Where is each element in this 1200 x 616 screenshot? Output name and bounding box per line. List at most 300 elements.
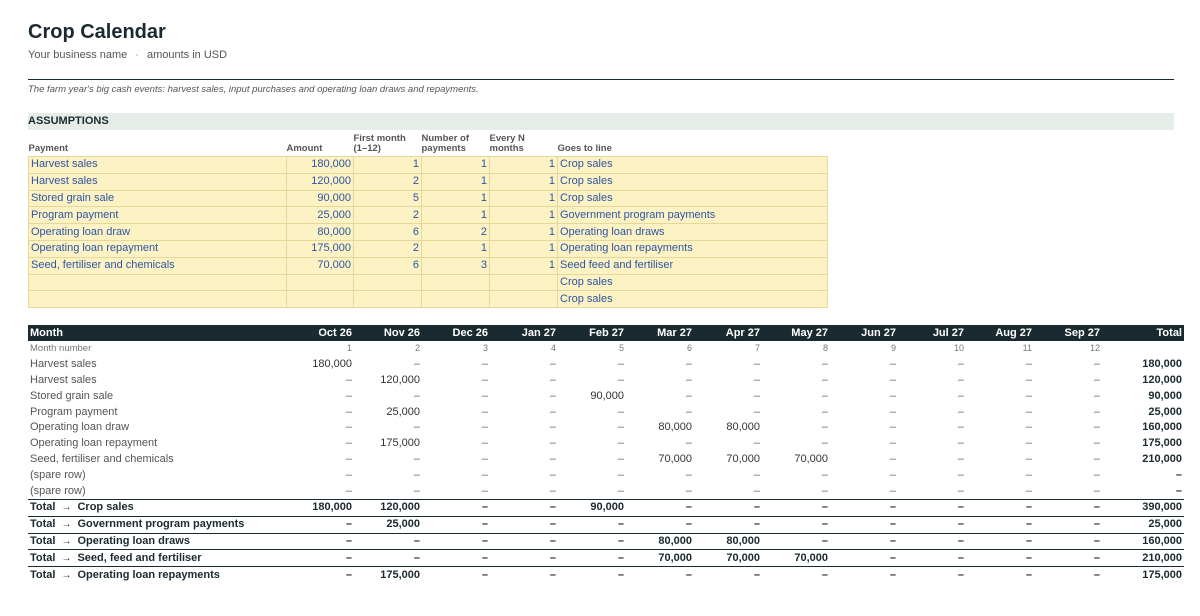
assump-first-month-cell[interactable]: 6 bbox=[354, 257, 422, 274]
calendar-cell: – bbox=[1093, 389, 1100, 402]
calendar-cell: – bbox=[481, 421, 488, 434]
assump-first-month-cell[interactable] bbox=[354, 291, 422, 308]
calendar-cell: – bbox=[413, 358, 420, 371]
assump-payment-cell[interactable]: Seed, fertiliser and chemicals bbox=[29, 257, 287, 274]
assump-count-cell[interactable]: 1 bbox=[422, 157, 490, 174]
total-line-cell: – bbox=[898, 567, 966, 583]
assump-first-month-cell[interactable]: 6 bbox=[354, 224, 422, 241]
calendar-cell: – bbox=[617, 358, 624, 371]
page-title: Crop Calendar bbox=[28, 21, 166, 43]
assump-every-cell[interactable]: 1 bbox=[490, 173, 558, 190]
total-line-name: Operating loan repayments bbox=[77, 568, 220, 581]
total-line-cell: – bbox=[830, 550, 898, 567]
total-prefix: Total bbox=[30, 518, 56, 531]
assump-payment-cell[interactable] bbox=[29, 274, 287, 291]
col-first-month bbox=[354, 134, 422, 157]
assump-every-cell[interactable] bbox=[490, 291, 558, 308]
total-line-total: 175,000 bbox=[1102, 567, 1184, 583]
calendar-cell: – bbox=[1025, 452, 1032, 465]
month-column-header: Sep 27 bbox=[1034, 325, 1102, 341]
calendar-cell: – bbox=[345, 389, 352, 402]
total-line-cell: – bbox=[762, 567, 830, 583]
calendar-cell: – bbox=[481, 484, 488, 497]
total-line-name: Seed, feed and fertiliser bbox=[77, 551, 202, 564]
assump-count-cell[interactable]: 1 bbox=[422, 190, 490, 207]
calendar-row-label: Harvest sales bbox=[30, 373, 97, 386]
total-line-cell: – bbox=[762, 516, 830, 533]
calendar-row-total: – bbox=[1175, 468, 1182, 481]
calendar-cell: – bbox=[549, 373, 556, 386]
calendar-cell: – bbox=[1093, 452, 1100, 465]
calendar-cell: – bbox=[753, 373, 760, 386]
total-line-cell: 90,000 bbox=[558, 499, 626, 516]
calendar-cell: – bbox=[753, 389, 760, 402]
total-line-label bbox=[28, 550, 286, 567]
assump-first-month-cell[interactable]: 2 bbox=[354, 240, 422, 257]
total-line-cell: 70,000 bbox=[762, 550, 830, 567]
calendar-cell: – bbox=[685, 468, 692, 481]
calendar-cell: – bbox=[957, 437, 964, 450]
total-line-cell: – bbox=[1034, 567, 1102, 583]
assump-count-cell[interactable] bbox=[422, 291, 490, 308]
total-line-total: 210,000 bbox=[1102, 550, 1184, 567]
calendar-cell: – bbox=[413, 452, 420, 465]
assump-count-cell[interactable] bbox=[422, 274, 490, 291]
total-line-cell: – bbox=[1034, 533, 1102, 550]
assumptions-table bbox=[28, 134, 828, 308]
calendar-cell: – bbox=[957, 421, 964, 434]
calendar-cell: – bbox=[481, 405, 488, 418]
calendar-cell: – bbox=[1093, 373, 1100, 386]
assump-amount-cell[interactable]: 25,000 bbox=[287, 207, 354, 224]
total-line-cell: – bbox=[966, 533, 1034, 550]
assump-amount-cell[interactable] bbox=[287, 291, 354, 308]
calendar-cell: – bbox=[481, 468, 488, 481]
total-line-cell: – bbox=[694, 567, 762, 583]
calendar-cell: – bbox=[481, 452, 488, 465]
assumption-row bbox=[29, 240, 828, 257]
month-number-cell: 6 bbox=[686, 343, 692, 354]
calendar-cell: – bbox=[1093, 484, 1100, 497]
total-line-row bbox=[28, 567, 1184, 583]
calendar-cell: – bbox=[549, 405, 556, 418]
calendar-row bbox=[28, 467, 1184, 483]
assump-count-cell[interactable]: 1 bbox=[422, 173, 490, 190]
total-line-cell: – bbox=[422, 499, 490, 516]
calendar-row-total: 180,000 bbox=[1142, 358, 1182, 371]
total-line-cell: – bbox=[626, 567, 694, 583]
calendar-cell: – bbox=[889, 468, 896, 481]
month-column-header: Jan 27 bbox=[490, 325, 558, 341]
calendar-row bbox=[28, 483, 1184, 499]
business-name[interactable]: Your business name bbox=[28, 49, 128, 61]
col-amount: Amount bbox=[286, 143, 323, 154]
page-description: The farm year's big cash events: harvest sales, input purchases and operating loan draws and repayments. bbox=[28, 84, 479, 95]
calendar-cell: – bbox=[889, 484, 896, 497]
assump-count-cell[interactable]: 2 bbox=[422, 224, 490, 241]
col-payment: Payment bbox=[28, 143, 69, 154]
calendar-row-total: 175,000 bbox=[1142, 437, 1182, 450]
assump-payment-cell[interactable]: Operating loan repayment bbox=[29, 240, 287, 257]
assump-line-cell[interactable]: Crop sales bbox=[558, 173, 828, 190]
total-line-cell: 180,000 bbox=[286, 499, 354, 516]
header-divider bbox=[28, 79, 1174, 80]
calendar-cell: – bbox=[481, 373, 488, 386]
calendar-table bbox=[28, 325, 1184, 583]
calendar-cell: 70,000 bbox=[794, 452, 828, 465]
assumptions-header-row bbox=[29, 134, 828, 157]
total-line-cell: – bbox=[694, 499, 762, 516]
calendar-cell: – bbox=[617, 421, 624, 434]
calendar-row-label: (spare row) bbox=[30, 468, 86, 481]
calendar-row-total: 210,000 bbox=[1142, 452, 1182, 465]
calendar-header-row bbox=[28, 325, 1184, 341]
col-num-payments-line1: Number of bbox=[421, 133, 469, 144]
calendar-cell: – bbox=[821, 468, 828, 481]
calendar-row bbox=[28, 388, 1184, 404]
total-line-cell: – bbox=[558, 533, 626, 550]
assumption-row bbox=[29, 257, 828, 274]
total-line-cell: 70,000 bbox=[694, 550, 762, 567]
total-line-row bbox=[28, 533, 1184, 550]
calendar-cell: – bbox=[413, 484, 420, 497]
calendar-cell: – bbox=[889, 373, 896, 386]
assump-line-cell[interactable]: Operating loan repayments bbox=[558, 240, 828, 257]
assump-payment-cell[interactable]: Harvest sales bbox=[29, 157, 287, 174]
total-prefix: Total bbox=[30, 534, 56, 547]
month-column-header: Nov 26 bbox=[354, 325, 422, 341]
assump-line-cell[interactable]: Crop sales bbox=[558, 190, 828, 207]
total-line-row bbox=[28, 550, 1184, 567]
calendar-cell: – bbox=[345, 484, 352, 497]
month-number-total-blank bbox=[1102, 341, 1184, 357]
total-line-cell: – bbox=[762, 499, 830, 516]
assumption-row bbox=[29, 224, 828, 241]
total-line-cell: – bbox=[898, 550, 966, 567]
calendar-cell: – bbox=[821, 405, 828, 418]
assump-every-cell[interactable]: 1 bbox=[490, 207, 558, 224]
assump-first-month-cell[interactable]: 5 bbox=[354, 190, 422, 207]
assump-line-cell[interactable]: Crop sales bbox=[558, 291, 828, 308]
total-line-cell: – bbox=[1034, 499, 1102, 516]
calendar-cell: – bbox=[889, 421, 896, 434]
total-prefix: Total bbox=[30, 501, 56, 514]
units-label: amounts in USD bbox=[146, 49, 228, 61]
total-line-cell: – bbox=[830, 516, 898, 533]
month-number-cell: 1 bbox=[346, 343, 352, 354]
total-line-cell: – bbox=[830, 499, 898, 516]
calendar-cell: – bbox=[1025, 358, 1032, 371]
calendar-cell: – bbox=[685, 373, 692, 386]
calendar-cell: – bbox=[549, 437, 556, 450]
calendar-cell: – bbox=[957, 405, 964, 418]
assump-count-cell[interactable]: 3 bbox=[422, 257, 490, 274]
calendar-cell: – bbox=[345, 468, 352, 481]
total-line-row bbox=[28, 499, 1184, 516]
calendar-cell: – bbox=[345, 421, 352, 434]
assump-payment-cell[interactable]: Stored grain sale bbox=[29, 190, 287, 207]
calendar-cell: – bbox=[957, 484, 964, 497]
total-line-cell: – bbox=[898, 499, 966, 516]
calendar-cell: – bbox=[1025, 468, 1032, 481]
assump-every-cell[interactable]: 1 bbox=[490, 240, 558, 257]
total-line-cell: – bbox=[1034, 550, 1102, 567]
total-line-label bbox=[28, 516, 286, 533]
calendar-cell: – bbox=[1025, 373, 1032, 386]
calendar-cell: – bbox=[821, 373, 828, 386]
calendar-row bbox=[28, 373, 1184, 389]
assump-every-cell[interactable]: 1 bbox=[490, 190, 558, 207]
calendar-cell: – bbox=[549, 421, 556, 434]
month-number-cell: 8 bbox=[822, 343, 828, 354]
total-line-cell: – bbox=[966, 550, 1034, 567]
total-line-cell: – bbox=[966, 567, 1034, 583]
col-first-month-line2: (1–12) bbox=[353, 143, 381, 154]
month-number-cell: 7 bbox=[754, 343, 760, 354]
calendar-row bbox=[28, 436, 1184, 452]
total-line-total: 390,000 bbox=[1102, 499, 1184, 516]
month-number-cell: 10 bbox=[953, 343, 964, 354]
calendar-row-label: Operating loan repayment bbox=[30, 437, 158, 450]
calendar-cell: – bbox=[481, 389, 488, 402]
calendar-cell: – bbox=[957, 468, 964, 481]
month-column-header: May 27 bbox=[762, 325, 830, 341]
assump-first-month-cell[interactable]: 2 bbox=[354, 207, 422, 224]
calendar-cell: – bbox=[753, 405, 760, 418]
total-line-row bbox=[28, 516, 1184, 533]
calendar-cell: – bbox=[821, 484, 828, 497]
month-number-row bbox=[28, 341, 1184, 357]
total-line-cell: – bbox=[898, 516, 966, 533]
assumption-row bbox=[29, 291, 828, 308]
calendar-cell: – bbox=[345, 373, 352, 386]
calendar-cell: 90,000 bbox=[590, 389, 624, 402]
calendar-cell: – bbox=[617, 373, 624, 386]
assump-line-cell[interactable]: Operating loan draws bbox=[558, 224, 828, 241]
calendar-row-label: Program payment bbox=[30, 405, 118, 418]
calendar-cell: – bbox=[413, 468, 420, 481]
total-line-cell: – bbox=[626, 516, 694, 533]
calendar-cell: – bbox=[345, 452, 352, 465]
assump-every-cell[interactable] bbox=[490, 274, 558, 291]
assump-every-cell[interactable]: 1 bbox=[490, 257, 558, 274]
calendar-cell: – bbox=[617, 405, 624, 418]
calendar-row-total: – bbox=[1175, 484, 1182, 497]
calendar-cell: – bbox=[753, 484, 760, 497]
calendar-cell: – bbox=[1093, 437, 1100, 450]
total-line-cell: 80,000 bbox=[626, 533, 694, 550]
total-line-cell: 175,000 bbox=[354, 567, 422, 583]
assump-amount-cell[interactable]: 80,000 bbox=[287, 224, 354, 241]
total-line-cell: – bbox=[966, 516, 1034, 533]
total-line-cell: 25,000 bbox=[354, 516, 422, 533]
calendar-cell: – bbox=[1025, 484, 1032, 497]
calendar-row-label: Operating loan draw bbox=[30, 421, 130, 434]
calendar-row-total: 90,000 bbox=[1148, 389, 1182, 402]
calendar-cell: – bbox=[413, 389, 420, 402]
assump-amount-cell[interactable]: 175,000 bbox=[287, 240, 354, 257]
assump-amount-cell[interactable] bbox=[287, 274, 354, 291]
total-line-name: Government program payments bbox=[77, 518, 245, 531]
calendar-row bbox=[28, 357, 1184, 373]
calendar-cell: – bbox=[481, 358, 488, 371]
month-column-header: Mar 27 bbox=[626, 325, 694, 341]
total-line-label bbox=[28, 533, 286, 550]
calendar-cell: – bbox=[957, 373, 964, 386]
calendar-cell: 70,000 bbox=[658, 452, 692, 465]
assump-count-cell[interactable]: 1 bbox=[422, 207, 490, 224]
arrow-icon: → bbox=[61, 552, 72, 564]
total-line-cell: – bbox=[694, 516, 762, 533]
assump-payment-cell[interactable]: Harvest sales bbox=[29, 173, 287, 190]
total-line-cell: – bbox=[898, 533, 966, 550]
calendar-row bbox=[28, 420, 1184, 436]
arrow-icon: → bbox=[61, 535, 72, 547]
total-line-cell: – bbox=[422, 550, 490, 567]
col-goes-to-line: Goes to line bbox=[557, 143, 612, 154]
total-line-cell: – bbox=[286, 533, 354, 550]
assump-count-cell[interactable]: 1 bbox=[422, 240, 490, 257]
col-every-n bbox=[490, 134, 558, 157]
assump-amount-cell[interactable]: 70,000 bbox=[287, 257, 354, 274]
calendar-row-label: (spare row) bbox=[30, 484, 86, 497]
calendar-cell: – bbox=[957, 358, 964, 371]
calendar-cell: – bbox=[1025, 405, 1032, 418]
assump-amount-cell[interactable]: 120,000 bbox=[287, 173, 354, 190]
calendar-row-total: 25,000 bbox=[1148, 405, 1182, 418]
calendar-cell: – bbox=[821, 389, 828, 402]
calendar-cell: – bbox=[889, 389, 896, 402]
calendar-cell: – bbox=[957, 452, 964, 465]
total-prefix: Total bbox=[30, 551, 56, 564]
assump-line-cell[interactable]: Government program payments bbox=[558, 207, 828, 224]
arrow-icon: → bbox=[61, 569, 72, 581]
month-number-cell: 5 bbox=[618, 343, 624, 354]
arrow-icon: → bbox=[61, 502, 72, 514]
total-line-cell: – bbox=[1034, 516, 1102, 533]
assumption-row bbox=[29, 274, 828, 291]
calendar-cell: 80,000 bbox=[726, 421, 760, 434]
calendar-cell: – bbox=[1025, 389, 1032, 402]
month-number-cell: 3 bbox=[482, 343, 488, 354]
total-line-name: Crop sales bbox=[77, 501, 134, 514]
calendar-cell: 120,000 bbox=[380, 373, 420, 386]
calendar-cell: – bbox=[1025, 421, 1032, 434]
assump-payment-cell[interactable] bbox=[29, 291, 287, 308]
month-number-label: Month number bbox=[30, 343, 92, 355]
total-line-total: 25,000 bbox=[1102, 516, 1184, 533]
month-column-header: Aug 27 bbox=[966, 325, 1034, 341]
calendar-cell: – bbox=[1093, 421, 1100, 434]
assump-every-cell[interactable]: 1 bbox=[490, 157, 558, 174]
calendar-cell: – bbox=[617, 484, 624, 497]
assumption-row bbox=[29, 190, 828, 207]
total-line-label bbox=[28, 499, 286, 516]
assump-first-month-cell[interactable]: 1 bbox=[354, 157, 422, 174]
calendar-cell: – bbox=[1093, 405, 1100, 418]
month-column-header: Dec 26 bbox=[422, 325, 490, 341]
month-column-header: Jul 27 bbox=[898, 325, 966, 341]
calendar-row-label: Harvest sales bbox=[30, 358, 97, 371]
total-line-cell: – bbox=[558, 567, 626, 583]
calendar-cell: – bbox=[685, 358, 692, 371]
calendar-cell: 25,000 bbox=[386, 405, 420, 418]
calendar-cell: – bbox=[821, 437, 828, 450]
assump-payment-cell[interactable]: Program payment bbox=[29, 207, 287, 224]
col-every-n-line2: months bbox=[489, 143, 524, 154]
month-column-header: Feb 27 bbox=[558, 325, 626, 341]
assump-first-month-cell[interactable] bbox=[354, 274, 422, 291]
total-line-cell: – bbox=[830, 567, 898, 583]
assump-line-cell[interactable]: Seed feed and fertiliser bbox=[558, 257, 828, 274]
total-line-name: Operating loan draws bbox=[77, 534, 190, 547]
col-num-payments bbox=[422, 134, 490, 157]
calendar-cell: – bbox=[685, 484, 692, 497]
month-header: Month bbox=[28, 325, 286, 341]
calendar-cell: – bbox=[617, 437, 624, 450]
month-number-cell: 9 bbox=[890, 343, 896, 354]
total-line-cell: 120,000 bbox=[354, 499, 422, 516]
total-line-total: 160,000 bbox=[1102, 533, 1184, 550]
assump-amount-cell[interactable]: 90,000 bbox=[287, 190, 354, 207]
total-line-cell: – bbox=[490, 533, 558, 550]
assump-line-cell[interactable]: Crop sales bbox=[558, 274, 828, 291]
calendar-cell: 180,000 bbox=[312, 358, 352, 371]
total-line-cell: – bbox=[422, 567, 490, 583]
assump-line-cell[interactable]: Crop sales bbox=[558, 157, 828, 174]
calendar-cell: – bbox=[413, 421, 420, 434]
calendar-cell: – bbox=[549, 484, 556, 497]
assump-amount-cell[interactable]: 180,000 bbox=[287, 157, 354, 174]
page-subtitle bbox=[28, 49, 227, 61]
calendar-cell: – bbox=[753, 437, 760, 450]
month-number-cell: 11 bbox=[1022, 343, 1032, 354]
calendar-cell: – bbox=[685, 437, 692, 450]
calendar-row bbox=[28, 404, 1184, 420]
total-line-cell: – bbox=[558, 550, 626, 567]
calendar-cell: – bbox=[753, 358, 760, 371]
calendar-cell: – bbox=[1093, 358, 1100, 371]
calendar-cell: – bbox=[1025, 437, 1032, 450]
assump-first-month-cell[interactable]: 2 bbox=[354, 173, 422, 190]
calendar-cell: – bbox=[549, 468, 556, 481]
calendar-cell: – bbox=[821, 358, 828, 371]
month-column-header: Apr 27 bbox=[694, 325, 762, 341]
assump-every-cell[interactable]: 1 bbox=[490, 224, 558, 241]
calendar-cell: – bbox=[685, 389, 692, 402]
calendar-cell: – bbox=[481, 437, 488, 450]
month-column-header: Oct 26 bbox=[286, 325, 354, 341]
calendar-cell: – bbox=[549, 452, 556, 465]
calendar-cell: – bbox=[957, 389, 964, 402]
total-line-cell: – bbox=[422, 516, 490, 533]
calendar-cell: – bbox=[617, 468, 624, 481]
total-line-cell: – bbox=[354, 550, 422, 567]
total-column-header: Total bbox=[1102, 325, 1184, 341]
assump-payment-cell[interactable]: Operating loan draw bbox=[29, 224, 287, 241]
total-line-cell: – bbox=[830, 533, 898, 550]
col-num-payments-line2: payments bbox=[421, 143, 466, 154]
assumption-row bbox=[29, 207, 828, 224]
month-number-cell: 12 bbox=[1089, 343, 1100, 354]
total-line-cell: – bbox=[422, 533, 490, 550]
calendar-cell: – bbox=[821, 421, 828, 434]
assumption-row bbox=[29, 157, 828, 174]
assumptions-section-header: ASSUMPTIONS bbox=[28, 113, 1174, 130]
calendar-cell: 175,000 bbox=[380, 437, 420, 450]
total-line-cell: – bbox=[286, 516, 354, 533]
total-line-label bbox=[28, 567, 286, 583]
